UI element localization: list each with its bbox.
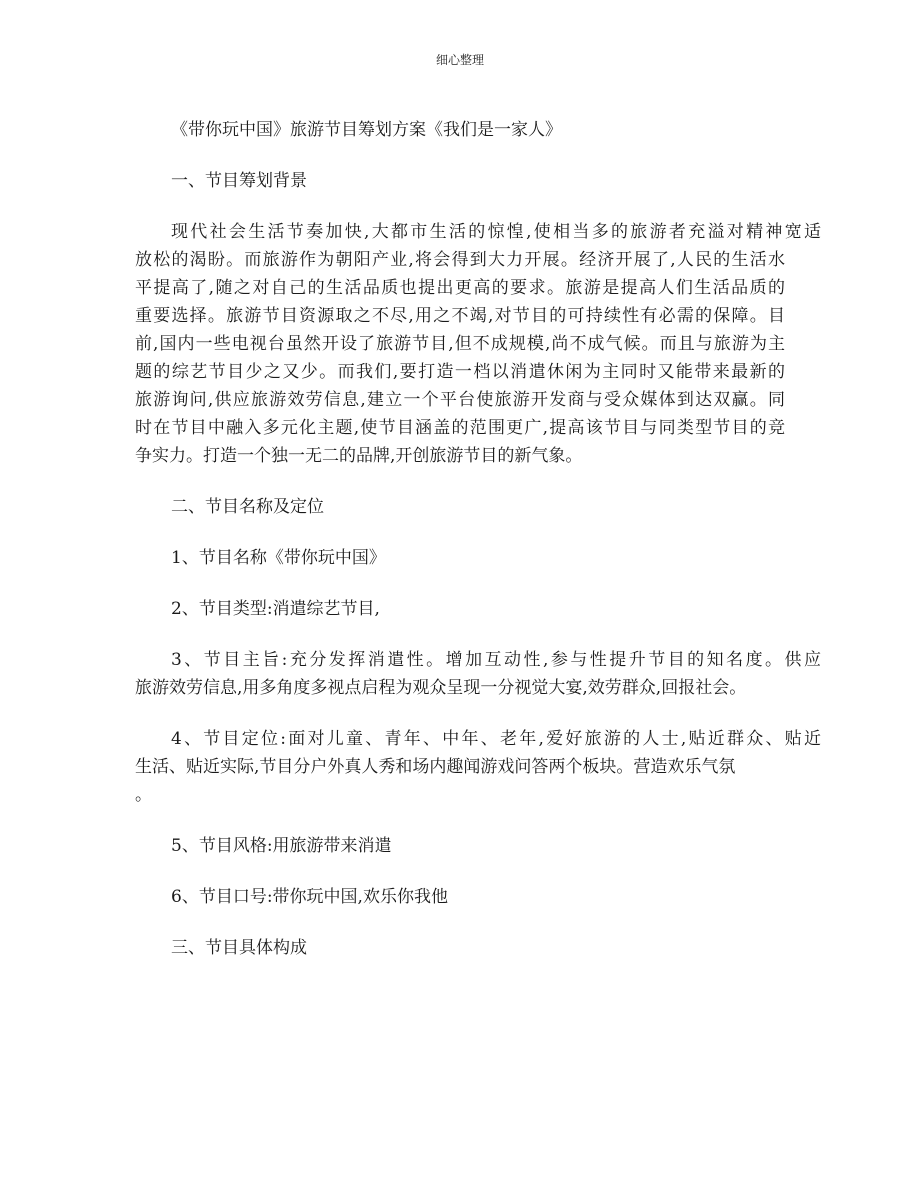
paragraph-line: 。 — [135, 785, 152, 805]
paragraph-line: 时在节目中融入多元化主题,使节目涵盖的范围更广,提高该节目与同类型节目的竞 — [135, 418, 785, 438]
document-title: 《带你玩中国》旅游节目筹划方案《我们是一家人》 — [171, 120, 562, 140]
section-heading-background: 一、节目筹划背景 — [171, 171, 307, 191]
item-program-purpose — [135, 646, 821, 702]
paragraph-line: 旅游询问,供应旅游效劳信息,建立一个平台使旅游开发商与受众媒体到达双赢。同 — [135, 390, 785, 410]
item-program-name: 1、节目名称《带你玩中国》 — [171, 548, 386, 568]
document-body — [135, 116, 821, 962]
paragraph-line: 争实力。打造一个独一无二的品牌,开创旅游节目的新气象。 — [135, 446, 583, 466]
paragraph-line: 前,国内一些电视台虽然开设了旅游节目,但不成规模,尚不成气候。而且与旅游为主 — [135, 334, 785, 354]
paragraph-line: 重要选择。旅游节目资源取之不尽,用之不竭,对节目的可持续性有必需的保障。目 — [135, 306, 785, 326]
item-program-slogan: 6、节目口号:带你玩中国,欢乐你我他 — [171, 887, 448, 907]
section-heading-composition: 三、节目具体构成 — [171, 938, 307, 958]
paragraph-line: 生活、贴近实际,节目分户外真人秀和场内趣闻游戏问答两个板块。营造欢乐气氛 — [135, 757, 736, 777]
page-header: 细心整理 — [435, 53, 484, 67]
paragraph-line: 平提高了,随之对自己的生活品质也提出更高的要求。旅游是提高人们生活品质的 — [135, 278, 785, 298]
item-program-type: 2、节目类型:消遣综艺节目, — [171, 599, 380, 619]
paragraph-line: 旅游效劳信息,用多角度多视点启程为观众呈现一分视觉大宴,效劳群众,回报社会。 — [135, 678, 747, 698]
paragraph-line: 放松的渴盼。而旅游作为朝阳产业,将会得到大力开展。经济开展了,人民的生活水 — [135, 250, 785, 270]
paragraph-line: 题的综艺节目少之又少。而我们,要打造一档以消遣休闲为主同时又能带来最新的 — [135, 362, 785, 382]
paragraph-line: 3、节目主旨:充分发挥消遣性。增加互动性,参与性提升节目的知名度。供应 — [171, 650, 821, 670]
background-paragraph — [135, 218, 821, 470]
paragraph-line: 4、节目定位:面对儿童、青年、中年、老年,爱好旅游的人士,贴近群众、贴近 — [171, 729, 821, 749]
item-program-style: 5、节目风格:用旅游带来消遣 — [171, 836, 392, 856]
section-heading-name-positioning: 二、节目名称及定位 — [171, 497, 324, 517]
paragraph-line: 现代社会生活节奏加快,大都市生活的惊惶,使相当多的旅游者充溢对精神宽适 — [171, 222, 821, 242]
item-program-positioning — [135, 725, 821, 809]
